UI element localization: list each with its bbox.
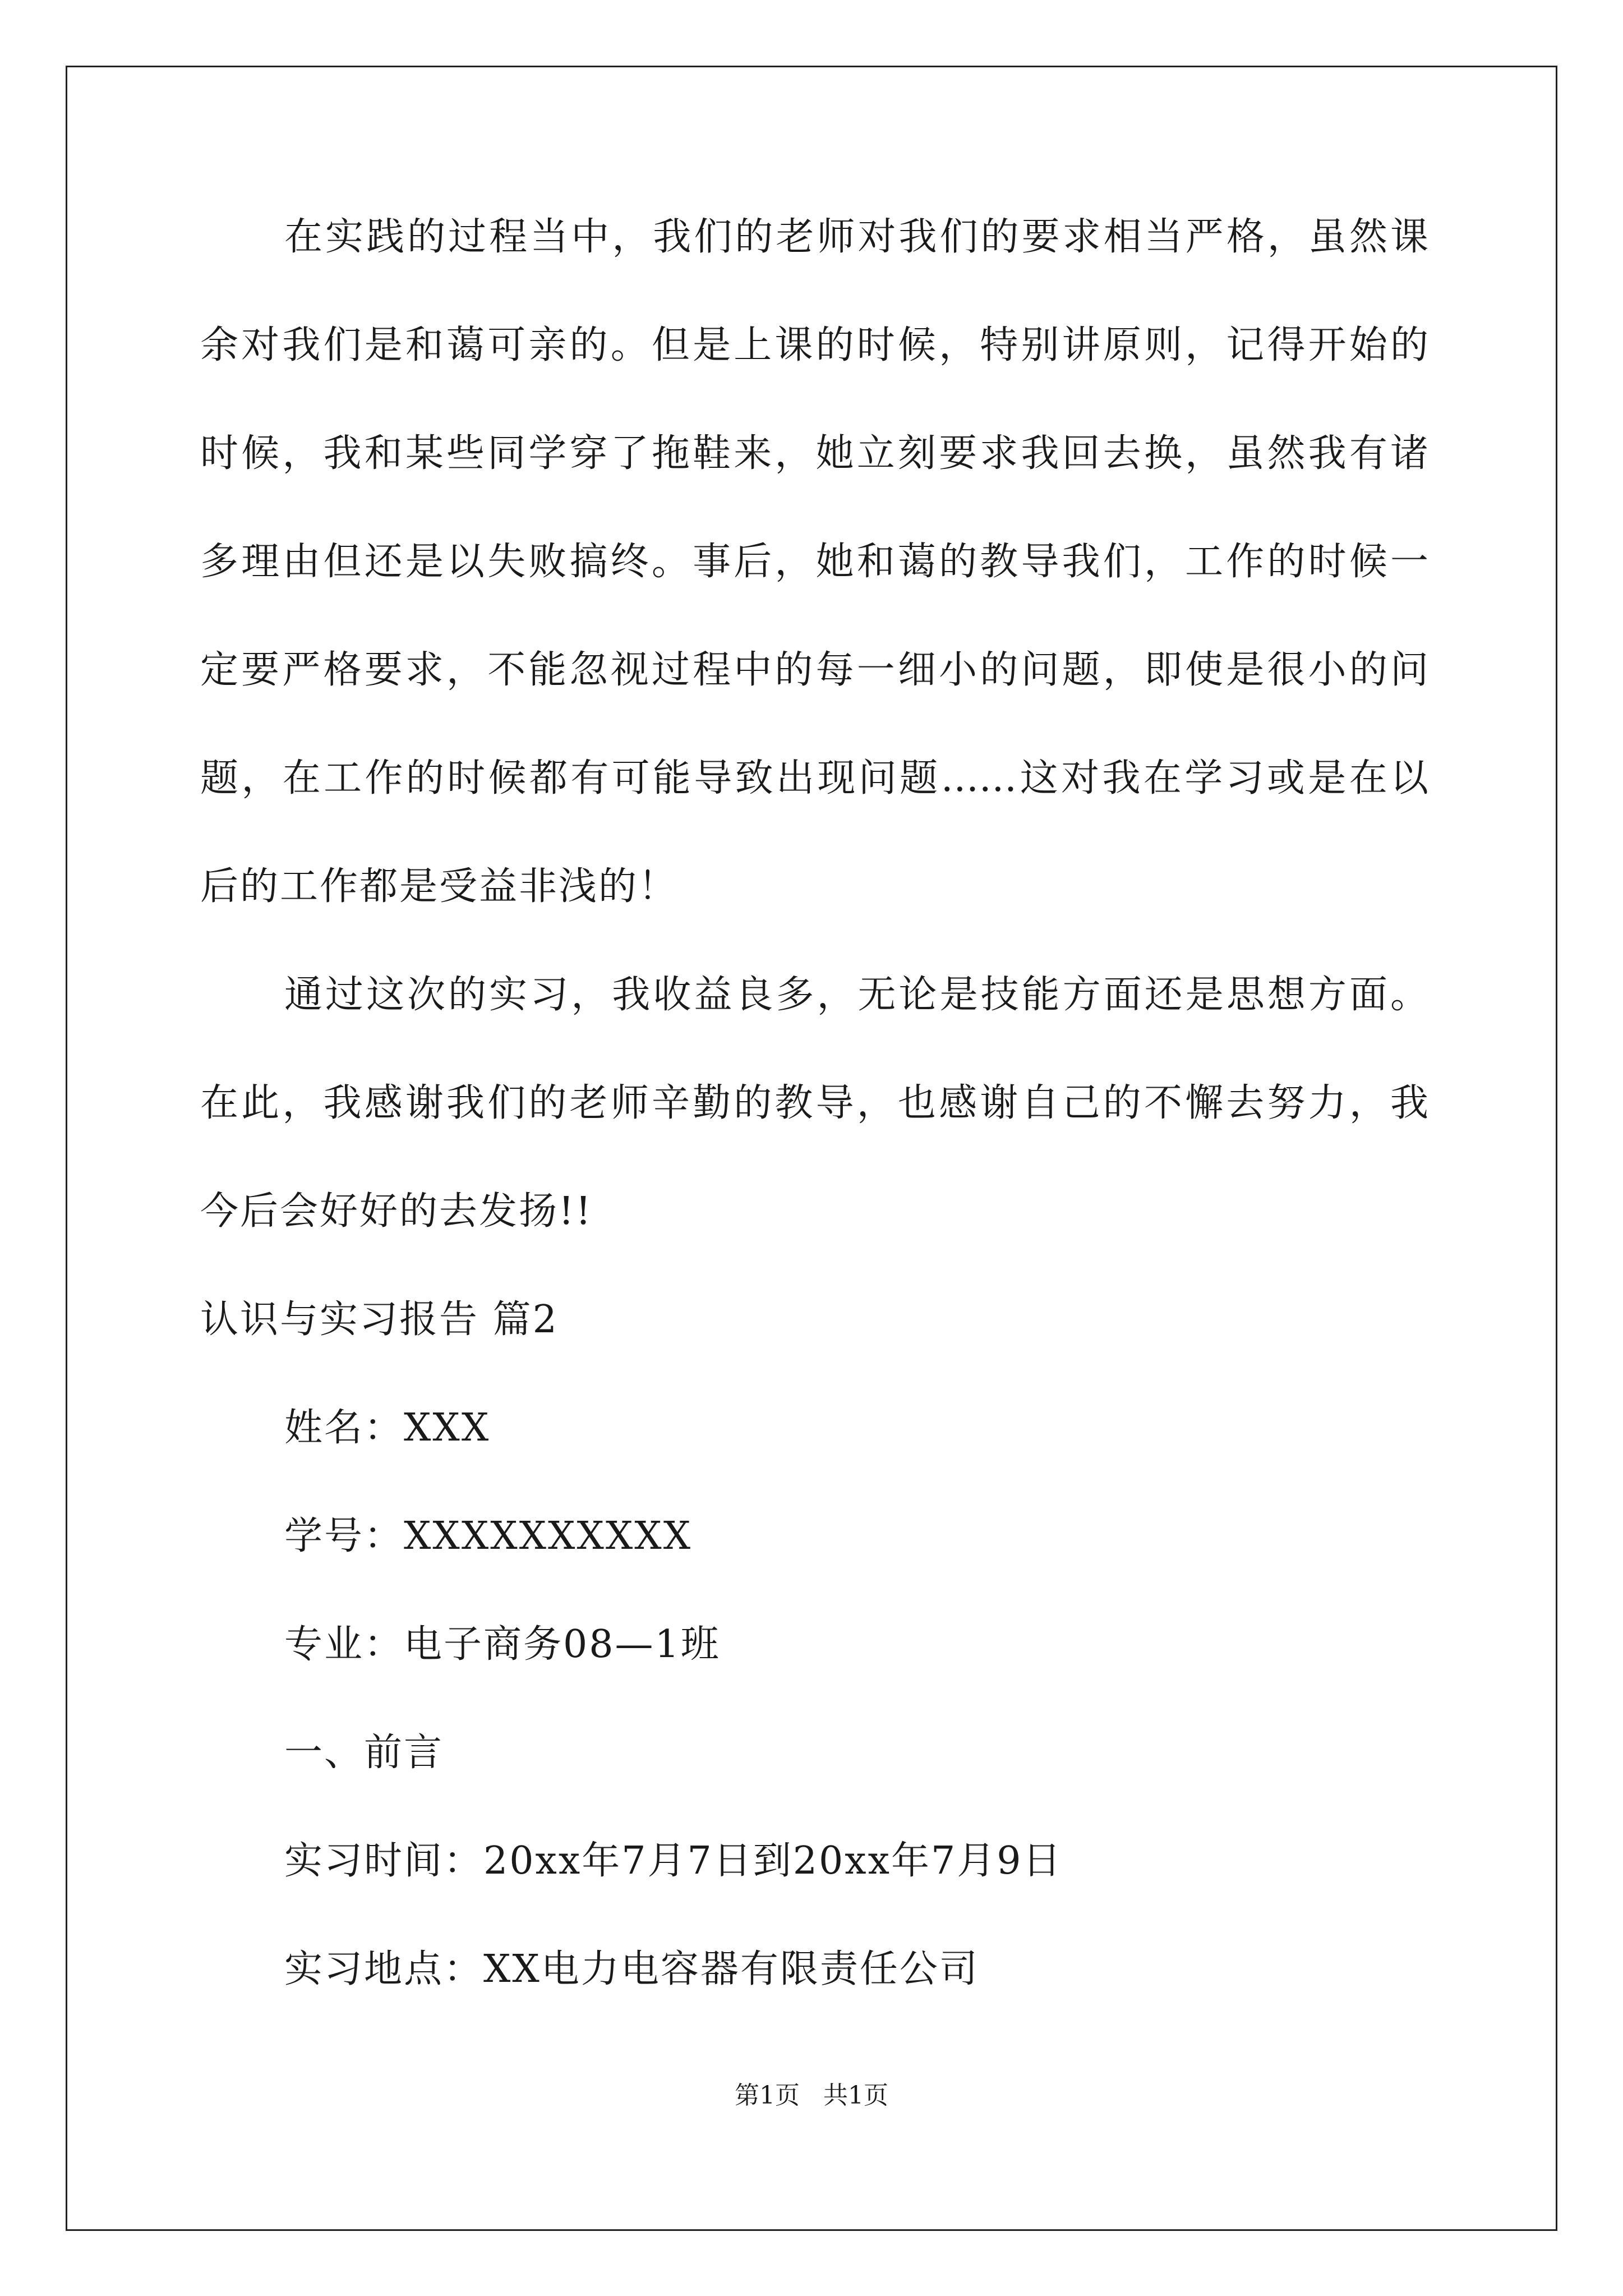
internship-time-line: 实习时间：20xx年7月7日到20xx年7月9日 [284,1839,1063,1883]
page-footer: 第1页 共1页 [735,2081,888,2110]
paragraph-line: 时候，我和某些同学穿了拖鞋来，她立刻要求我回去换，虽然我有诸 [200,431,1428,476]
internship-location-line: 实习地点：XX电力电容器有限责任公司 [284,1947,979,1991]
paragraph-line: 定要严格要求，不能忽视过程中的每一细小的问题，即使是很小的问 [200,648,1428,692]
paragraph-line: 通过这次的实习，我收益良多，无论是技能方面还是思想方面。 [284,973,1428,1017]
paragraph-line: 在实践的过程当中，我们的老师对我们的要求相当严格，虽然课 [284,215,1428,259]
student-id-line: 学号：XXXXXXXXXX [284,1514,693,1558]
section-heading: 认识与实习报告 篇2 [200,1297,559,1342]
paragraph-line: 在此，我感谢我们的老师辛勤的教导，也感谢自己的不懈去努力，我 [200,1081,1428,1125]
paragraph-line: 余对我们是和蔼可亲的。但是上课的时候，特别讲原则，记得开始的 [200,323,1428,367]
paragraph-line: 后的工作都是受益非浅的！ [200,864,679,909]
paragraph-line: 题，在工作的时候都有可能导致出现问题……这对我在学习或是在以 [200,756,1428,800]
paragraph-line: 今后会好好的去发扬!! [200,1189,593,1234]
preface-heading: 一、前言 [284,1731,444,1775]
paragraph-line: 多理由但还是以失败搞终。事后，她和蔼的教导我们，工作的时候一 [200,540,1428,584]
major-line: 专业：电子商务08—1班 [284,1622,721,1667]
page-border [66,66,1557,2231]
name-field-line: 姓名：XXX [284,1406,491,1450]
